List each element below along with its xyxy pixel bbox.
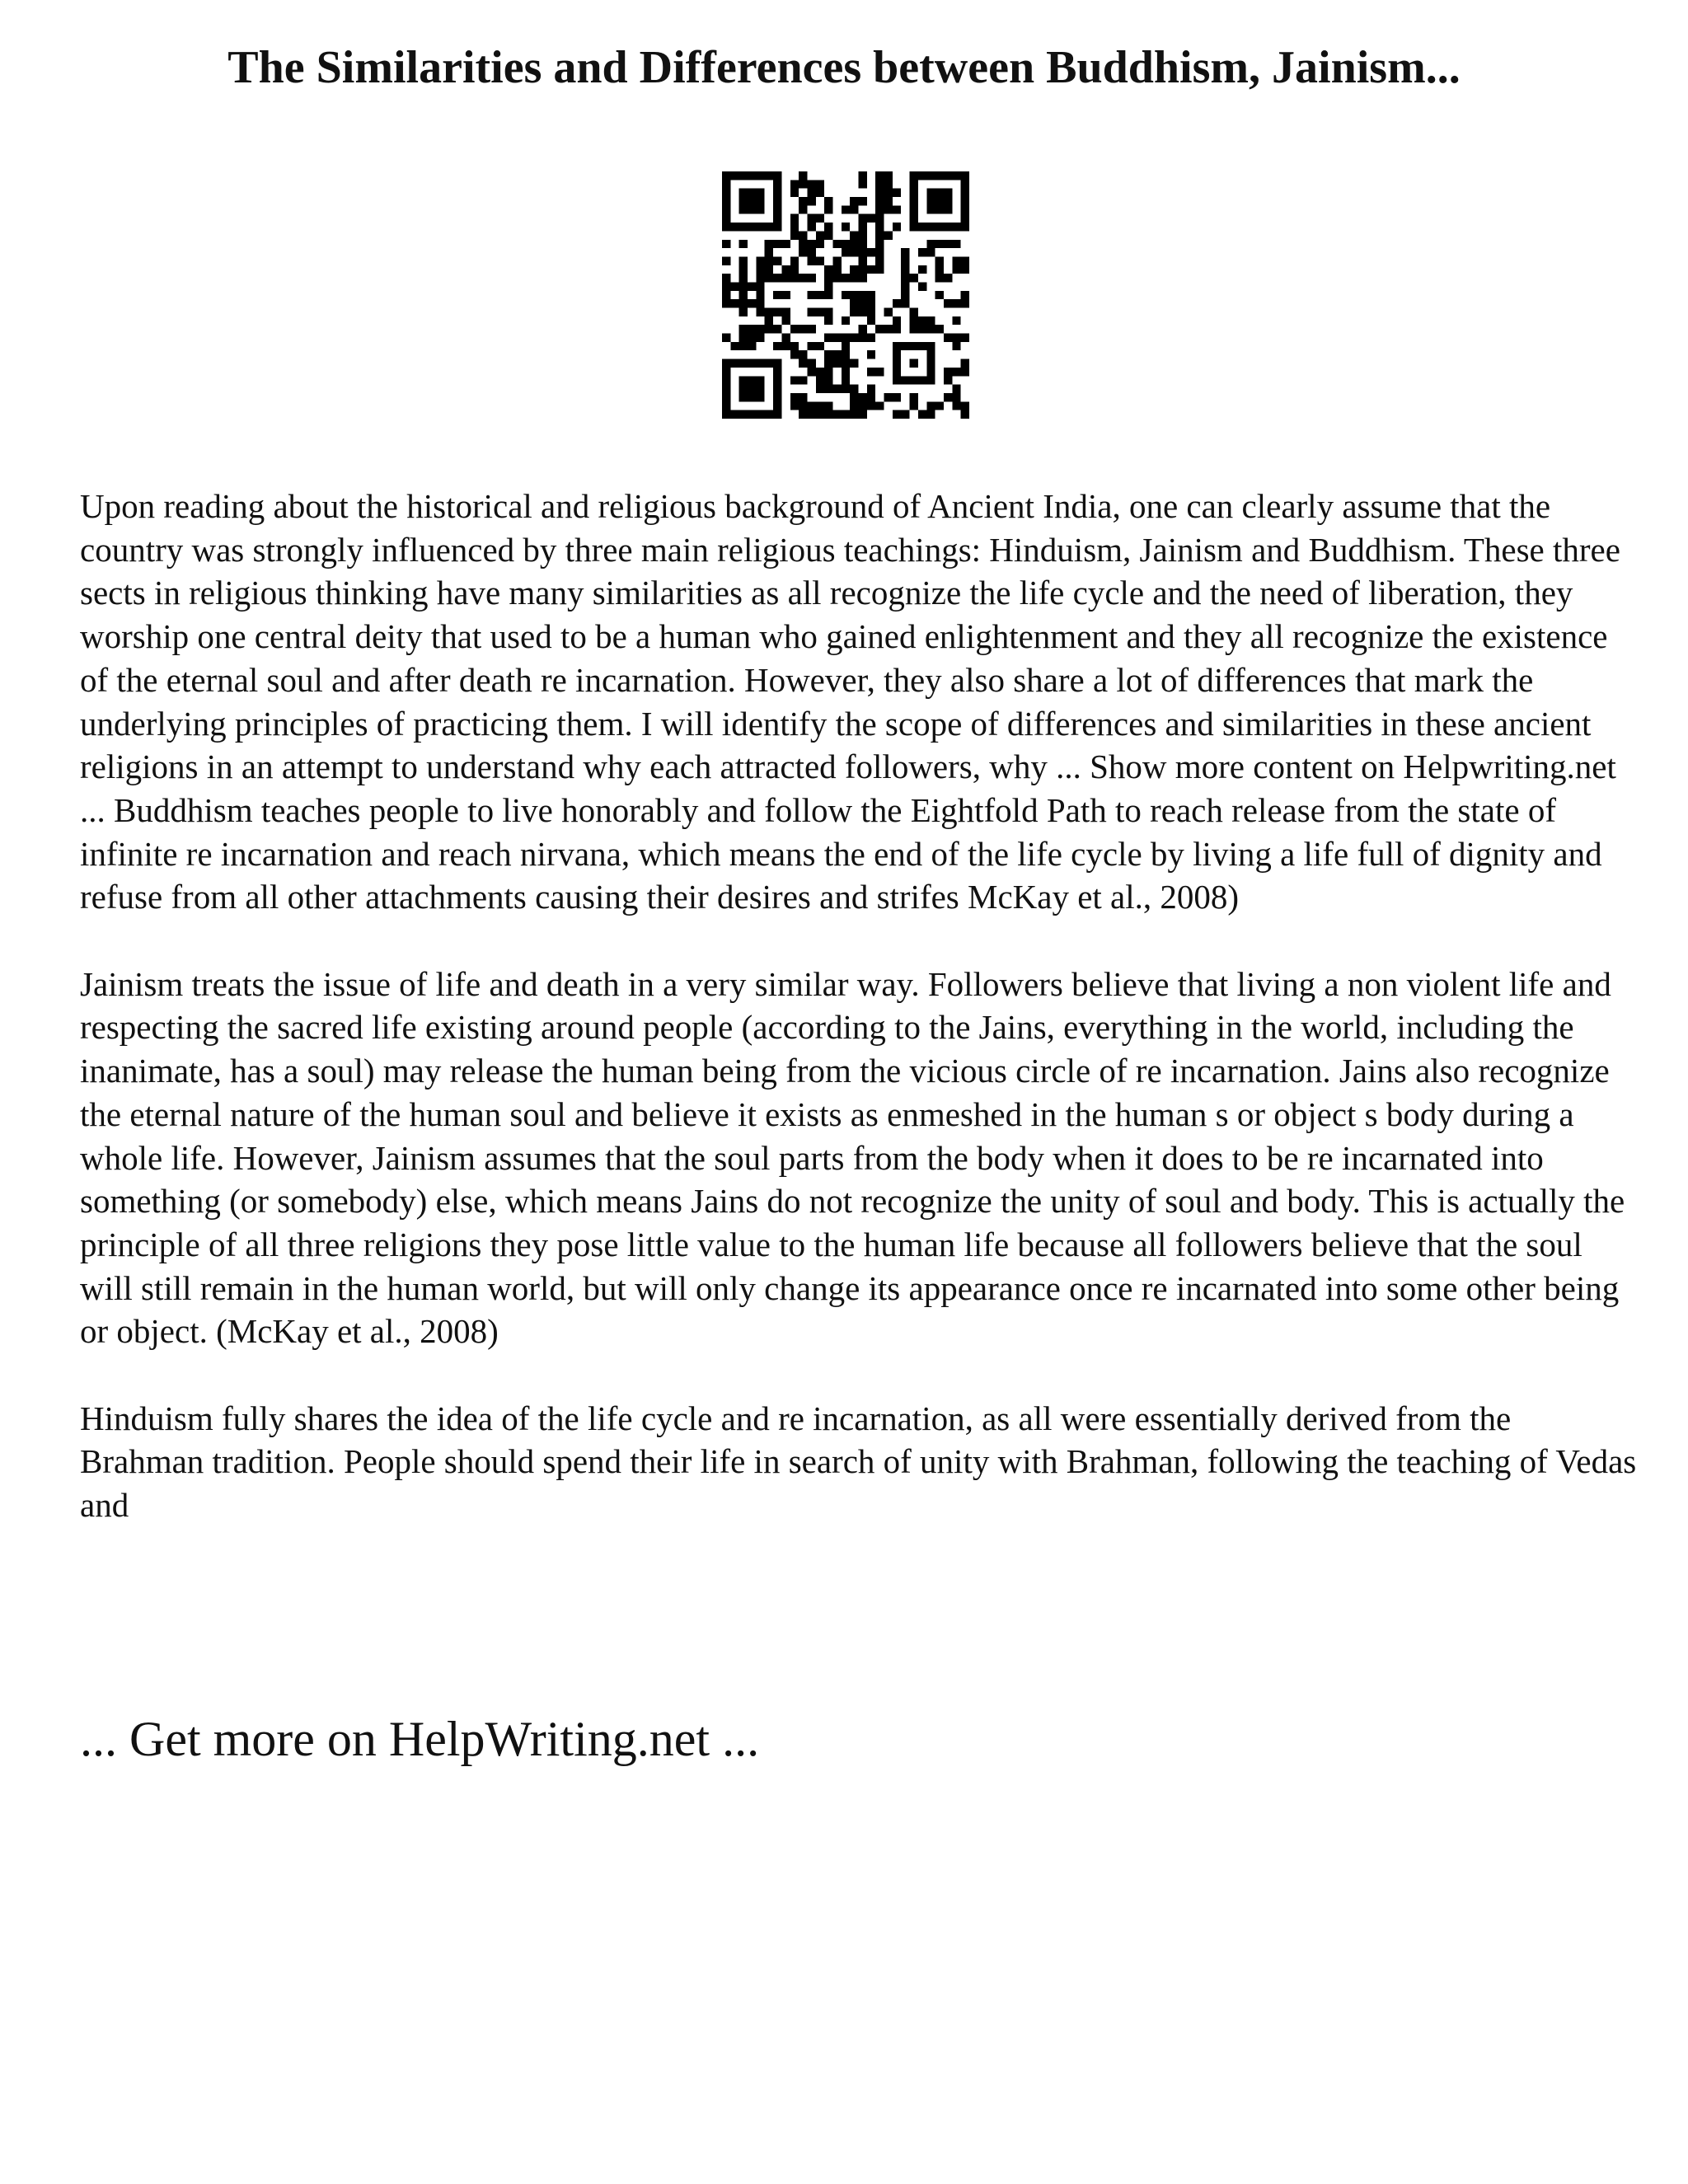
document-body [80,485,1638,1571]
paragraph-2: Jainism treats the issue of life and death in a very similar way. Followers believe that living a non violent life and respecting the sacred life existing around people (according to the Jains, everything in the world, including the inanimate, has a soul) may release the human being from the vicious circle of re incarnation. Jains also recognize the eternal nature of the human soul and believe it exists as enmeshed in the human s or object s body during a whole life. However, Jainism assumes that the soul parts from the body when it does to be re incarnated into something (or somebody) else, which means Jains do not recognize the unity of soul and body. This is actually the principle of all three religions they pose little value to the human life because all followers believe that the soul will still remain in the human world, but will only change its appearance once re incarnated into some other being or object. (McKay et al., 2008) [80,964,1625,1351]
document-title: The Similarities and Differences between Buddhism, Jainism... [227,42,1461,93]
get-more-link[interactable]: ... Get more on HelpWriting.net ... [80,1712,760,1766]
paragraph-1: Upon reading about the historical and religious background of Ancient India, one can clearly assume that the country was strongly influenced by three main religious teachings: Hinduism, Jainism and Buddhism. These three sects in religious thinking have many similarities as all recognize the life cycle and the need of liberation, they worship one central deity that used to be a human who gained enlightenment and they all recognize the existence of the eternal soul and after death re incarnation. However, they also share a lot of differences that mark the underlying principles of practicing them. I will identify the scope of differences and similarities in these ancient religions in an attempt to understand why each attracted followers, why ... Show more content on Helpwriting.net ... Buddhism teaches people to live honorably and follow the Eightfold Path to reach release from the state of infinite re incarnation and reach nirvana, which means the end of the life cycle by living a life full of dignity and refuse from all other attachments causing their desires and strifes McKay et al., 2008) [80,487,1620,916]
paragraph-3: Hinduism fully shares the idea of the life cycle and re incarnation, as all were essentially derived from the Brahman tradition. People should spend their life in search of unity with Brahman, following the teaching of Vedas and [80,1399,1637,1525]
qr-code-icon [722,171,969,419]
